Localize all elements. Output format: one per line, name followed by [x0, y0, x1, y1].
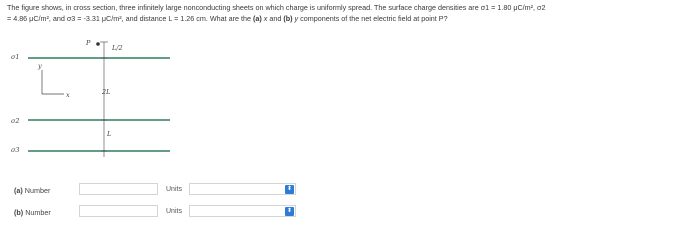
sigma1-label: σ1 [11, 53, 20, 61]
point-p-label: P [86, 39, 91, 47]
question-line2-prefix: = 4.86 μC/m², and [7, 13, 67, 23]
L-symbol: L [168, 13, 173, 23]
y-symbol: y [292, 13, 299, 23]
sigma3-value: = -3.31 μC/m², and distance [75, 13, 169, 23]
number-input-b[interactable] [79, 205, 158, 217]
question-text [7, 3, 693, 24]
sigma2-symbol: σ2 [537, 3, 546, 12]
units-select-a[interactable] [189, 183, 296, 195]
part-a-label [14, 186, 50, 195]
L-value: = 1.26 cm. What are the [172, 13, 253, 23]
number-input-a[interactable] [79, 183, 158, 195]
units-label-b: Units [166, 208, 182, 215]
sigma1-symbol: σ1 [480, 3, 490, 12]
part-a-tag-label: (a) [14, 186, 23, 195]
sigma3-label: σ3 [11, 146, 20, 154]
question-tail: components of the net electric field at point P? [298, 13, 448, 23]
units-dropdown-b-icon[interactable]: ⬍ [286, 208, 293, 214]
point-p-dot [96, 42, 100, 46]
half-L-label: L/2 [112, 44, 123, 52]
x-symbol: x [261, 13, 268, 23]
two-L-label: 2L [102, 88, 111, 96]
units-label-a: Units [166, 186, 182, 193]
sigma1-value: = 1.80 μC/m², [489, 3, 538, 12]
part-a-tag: (a) [252, 13, 262, 23]
y-axis-label: y [38, 62, 42, 70]
part-b-tag: (b) [283, 13, 293, 23]
answer-row-b [0, 205, 700, 221]
answer-row-a [0, 183, 700, 199]
units-dropdown-a-icon[interactable]: ⬍ [286, 186, 293, 192]
sigma3-symbol: σ3 [66, 13, 76, 23]
x-axis-label: x [66, 91, 70, 99]
units-select-b[interactable] [189, 205, 296, 217]
number-label-a: Number [24, 186, 51, 195]
sigma2-label: σ2 [11, 117, 20, 125]
and-text: and [267, 13, 284, 23]
number-label-b: Number [25, 208, 51, 217]
sheets-diagram [0, 32, 240, 172]
part-b-tag-label: (b) [14, 208, 24, 217]
L-label: L [107, 130, 112, 138]
question-line1-prefix: The figure shows, in cross section, three infinitely large nonconducting sheets on which charge is uniformly spread. The surface charge densities are [7, 3, 481, 12]
part-b-label [14, 208, 51, 217]
sheets-figure [0, 32, 240, 172]
